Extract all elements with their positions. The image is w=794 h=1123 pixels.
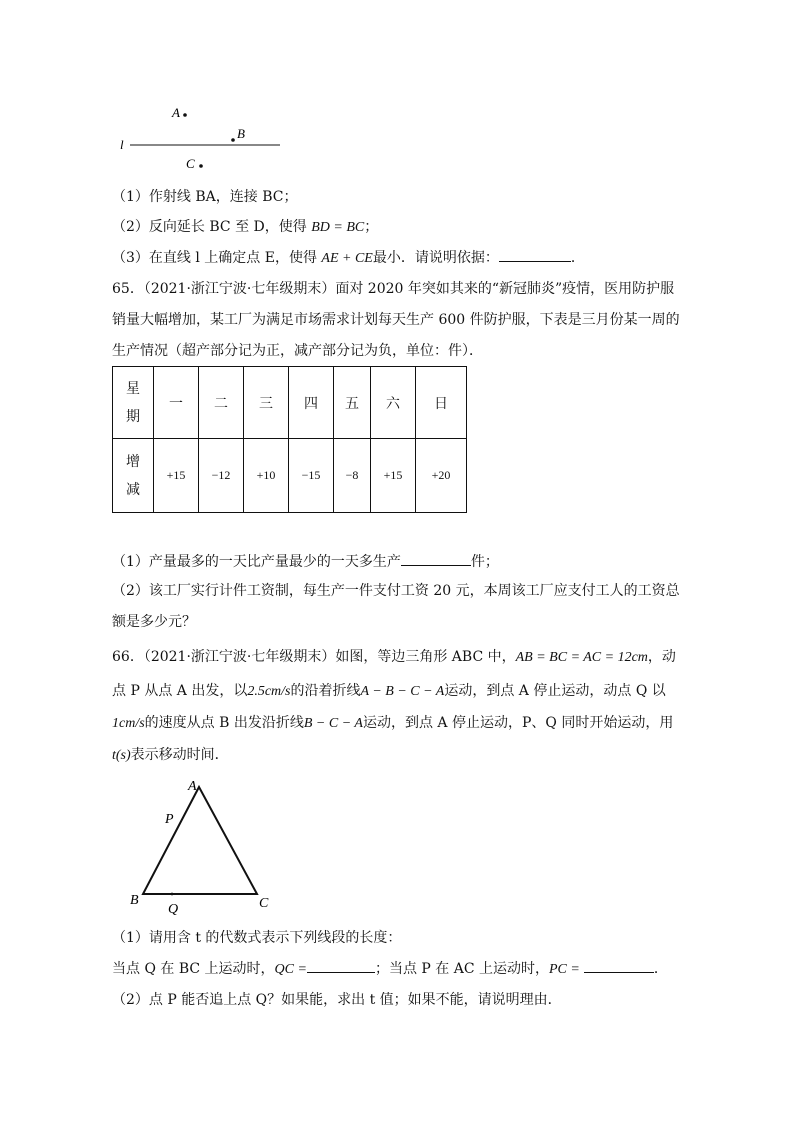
table-cell: 日 [416,367,467,439]
table-cell: 四 [289,367,334,439]
table-header-change: 增 减 [113,439,154,513]
table-cell: 五 [334,367,371,439]
label-c: C [259,896,269,911]
table-cell: +10 [244,439,289,513]
point-c [199,164,203,168]
table-cell: 三 [244,367,289,439]
table-cell: −8 [334,439,371,513]
label-c: C [186,156,195,171]
q66-part1: （1）请用含 t 的代数式表示下列线段的长度： [112,930,402,946]
table-cell: 二 [199,367,244,439]
label-q: Q [168,902,179,916]
q64-step3: （3）在直线 l 上确定点 E，使得 AE + CE最小．请说明依据： ． [112,247,585,269]
table-cell: +20 [416,439,467,513]
answer-blank[interactable] [307,958,375,973]
figure-triangle [124,776,284,916]
answer-blank[interactable] [401,551,471,566]
table-header-weekday: 星 期 [113,367,154,439]
table-cell: 一 [154,367,199,439]
point-b [231,138,235,142]
q66-line1: 66．（2021·浙江宁波·七年级期末）如图，等边三角形 ABC 中，AB = BC = AC = 12cm，动 [112,649,676,665]
figure-line-points [112,98,292,178]
point-q [171,893,174,896]
triangle-abc [143,787,257,894]
label-a: A [188,779,197,794]
answer-blank[interactable] [584,958,654,973]
point-a [183,113,187,117]
table-cell: +15 [154,439,199,513]
table-row-values [113,439,467,513]
q66-part2: （2）点 P 能否追上点 Q？如果能，求出 t 值；如果不能，请说明理由． [112,992,562,1008]
q66-line4: t(s)表示移动时间． [112,747,229,763]
q65-part2: （2）该工厂实行计件工资制，每生产一件支付工资 20 元，本周该工厂应支付工人的工资总额是多少元？ [112,583,680,630]
q66-line3: 1cm/s的速度从点 B 出发沿折线B − C − A运动，到点 A 停止运动，P、Q 同时开始运动，用 [112,715,674,731]
answer-blank[interactable] [499,247,571,262]
label-p: P [165,812,174,827]
label-b: B [130,893,139,908]
table-cell: −12 [199,439,244,513]
q65-text: 65．（2021·浙江宁波·七年级期末）面对 2020 年突如其来的“新冠肺炎”疫情，医用防护服销量大幅增加，某工厂为满足市场需求计划每天生产 600 件防护服，下表是三月份某一周的生产情况（超产部分记为正，减产部分记为负，单位：件）． [112,281,680,359]
table-cell: 六 [371,367,416,439]
table-row-days [113,367,467,439]
q64-step1: （1）作射线 BA，连接 BC； [112,189,298,205]
label-b: B [237,126,245,141]
q64-step2: （2）反向延长 BC 至 D，使得 BD = BC； [112,219,379,235]
label-l: l [120,137,124,152]
label-a: A [172,105,180,120]
table-cell: +15 [371,439,416,513]
q66-line2: 点 P 从点 A 出发，以2.5cm/s的沿着折线A − B − C − A运动，到点 A 停止运动，动点 Q 以 [112,683,666,699]
q66-part1-blanks: 当点 Q 在 BC 上运动时，QC = ；当点 P 在 AC 上运动时，PC = ． [112,958,668,980]
q65-part1: （1）产量最多的一天比产量最少的一天多生产 件； [112,551,499,572]
production-table [112,366,467,513]
table-cell: −15 [289,439,334,513]
